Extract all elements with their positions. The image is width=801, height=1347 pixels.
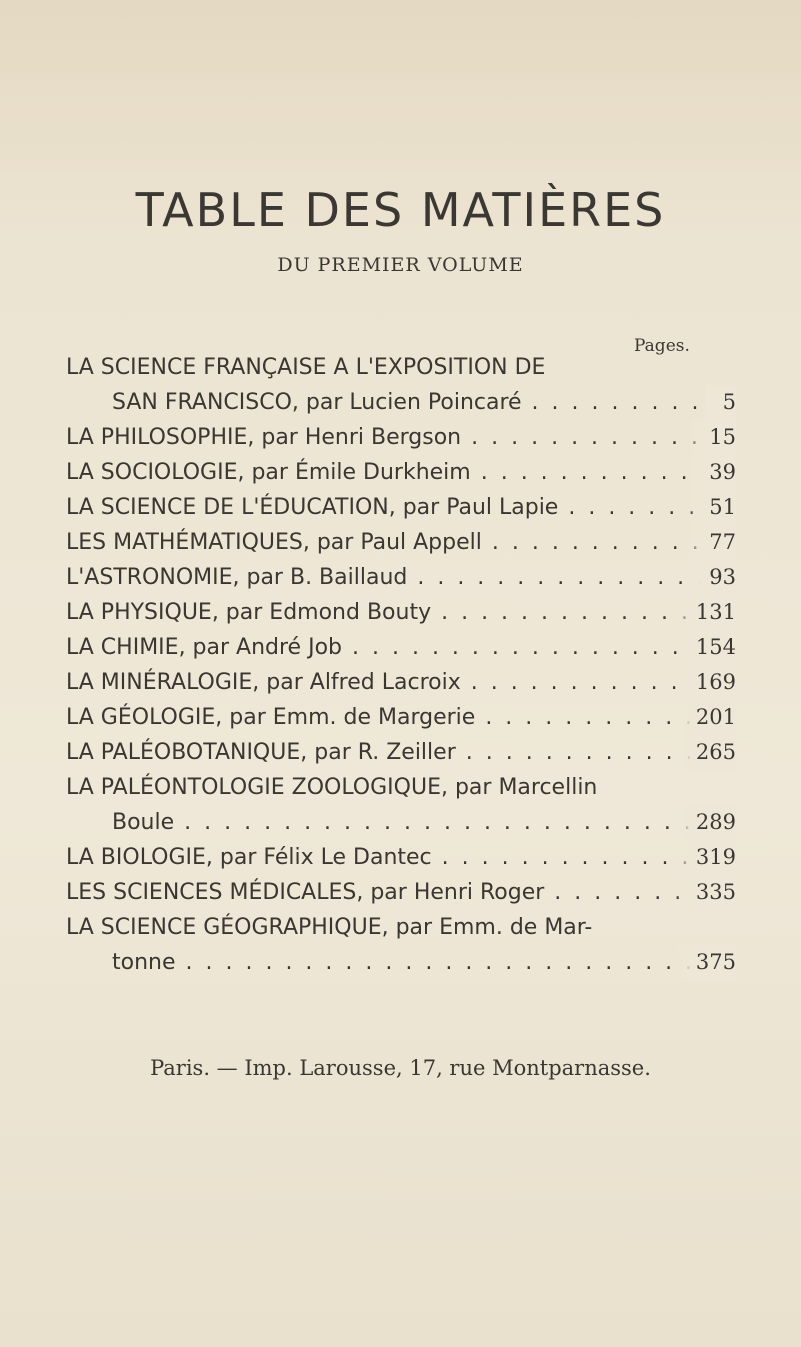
toc-entry-text: LA SCIENCE GÉOGRAPHIQUE, par Emm. de Mar- bbox=[66, 915, 593, 940]
toc-entry-text: LA SCIENCE FRANÇAISE A L'EXPOSITION DE bbox=[66, 355, 546, 380]
toc-page-number: 51 bbox=[689, 490, 736, 525]
dot-leader bbox=[174, 810, 736, 835]
toc-entry-text-continued: tonne bbox=[112, 950, 176, 975]
toc-entry-text-continued: Boule bbox=[112, 810, 175, 835]
toc-page-number: 375 bbox=[676, 945, 736, 980]
toc-entry-title bbox=[66, 595, 736, 630]
toc-entry-title bbox=[66, 770, 736, 805]
toc-entry-continuation bbox=[66, 945, 736, 980]
toc-page-number: 77 bbox=[689, 525, 736, 560]
toc-entry bbox=[66, 735, 736, 770]
toc-entry-continuation bbox=[66, 385, 736, 420]
toc-entry-text: LES SCIENCES MÉDICALES, par Henri Roger bbox=[66, 880, 545, 905]
toc-entry bbox=[66, 910, 736, 980]
toc-entry-text-continued: SAN FRANCISCO, par Lucien Poincaré bbox=[112, 390, 522, 415]
pages-column-label: Pages. bbox=[634, 336, 690, 356]
toc-entry-title bbox=[66, 665, 736, 700]
toc-entry bbox=[66, 700, 736, 735]
toc-entry-text: LES MATHÉMATIQUES, par Paul Appell bbox=[66, 530, 482, 555]
toc-entry-text: LA PHYSIQUE, par Edmond Bouty bbox=[66, 600, 432, 625]
toc-entry-text: LA PALÉOBOTANIQUE, par R. Zeiller bbox=[66, 740, 456, 765]
toc-entry-text: LA SCIENCE DE L'ÉDUCATION, par Paul Lapie bbox=[66, 495, 559, 520]
toc-entry-title bbox=[66, 420, 736, 455]
toc-entry-text: LA MINÉRALOGIE, par Alfred Lacroix bbox=[66, 670, 461, 695]
toc-entry bbox=[66, 770, 736, 840]
toc-entry bbox=[66, 420, 736, 455]
dot-leader bbox=[407, 565, 736, 590]
toc-entry-title bbox=[66, 490, 736, 525]
toc-entry bbox=[66, 455, 736, 490]
toc-entry-text: LA BIOLOGIE, par Félix Le Dantec bbox=[66, 845, 432, 870]
toc-entry-title bbox=[66, 630, 736, 665]
toc-entry-text: L'ASTRONOMIE, par B. Baillaud bbox=[66, 565, 408, 590]
toc-entry-text: LA PALÉONTOLOGIE ZOOLOGIQUE, par Marcellin bbox=[66, 775, 598, 800]
toc-page-number: 319 bbox=[676, 840, 736, 875]
toc-entry-continuation bbox=[66, 805, 736, 840]
toc-page-number: 289 bbox=[676, 805, 736, 840]
toc-page-number: 93 bbox=[689, 560, 736, 595]
toc-entry-title bbox=[66, 350, 736, 385]
dot-leader bbox=[176, 950, 736, 975]
toc-entry-title bbox=[66, 455, 736, 490]
toc-entry-title bbox=[66, 700, 736, 735]
toc-entry bbox=[66, 490, 736, 525]
toc-entry bbox=[66, 630, 736, 665]
toc-entry-title bbox=[66, 560, 736, 595]
toc-entry bbox=[66, 840, 736, 875]
table-of-contents bbox=[66, 350, 736, 980]
toc-entry-text: LA SOCIOLOGIE, par Émile Durkheim bbox=[66, 460, 471, 485]
toc-entry-text: LA PHILOSOPHIE, par Henri Bergson bbox=[66, 425, 462, 450]
printer-imprint: Paris. — Imp. Larousse, 17, rue Montparnasse. bbox=[150, 1056, 651, 1080]
toc-entry-text: LA CHIMIE, par André Job bbox=[66, 635, 342, 660]
toc-entry-title bbox=[66, 735, 736, 770]
toc-page-number: 169 bbox=[676, 665, 736, 700]
toc-entry bbox=[66, 560, 736, 595]
toc-entry bbox=[66, 525, 736, 560]
toc-entry-title bbox=[66, 910, 736, 945]
toc-entry-text: LA GÉOLOGIE, par Emm. de Margerie bbox=[66, 705, 476, 730]
toc-page-number: 265 bbox=[676, 735, 736, 770]
page-subtitle: DU PREMIER VOLUME bbox=[277, 254, 524, 276]
toc-page-number: 201 bbox=[676, 700, 736, 735]
page-title: TABLE DES MATIÈRES bbox=[135, 183, 666, 237]
toc-entry-title bbox=[66, 840, 736, 875]
toc-page-number: 39 bbox=[689, 455, 736, 490]
toc-page-number: 154 bbox=[676, 630, 736, 665]
toc-page-number: 5 bbox=[703, 385, 736, 420]
toc-page-number: 15 bbox=[689, 420, 736, 455]
toc-entry bbox=[66, 665, 736, 700]
toc-page-number: 131 bbox=[676, 595, 736, 630]
toc-page-number: 335 bbox=[676, 875, 736, 910]
toc-entry-title bbox=[66, 525, 736, 560]
toc-entry bbox=[66, 875, 736, 910]
toc-entry-title bbox=[66, 875, 736, 910]
toc-entry bbox=[66, 595, 736, 630]
toc-entry bbox=[66, 350, 736, 420]
